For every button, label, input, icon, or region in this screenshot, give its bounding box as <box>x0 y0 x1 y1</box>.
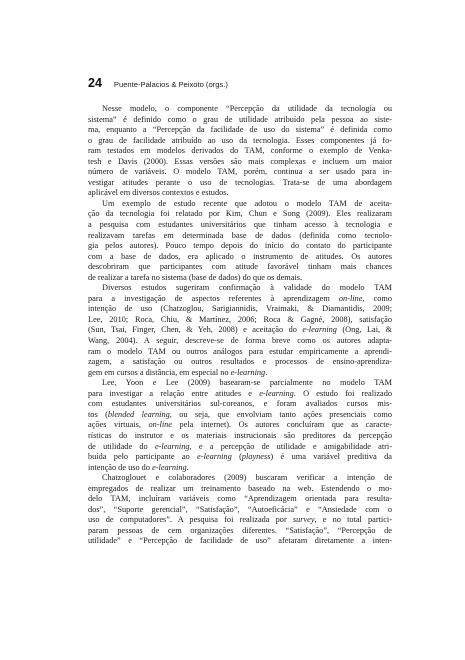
text-line: de realizar a tarefa no sistema (base de dados) do que os demais. <box>88 272 303 282</box>
text-line: o grau de facilidade atribuído ao uso da tecnologia. Esses componentes já fo- <box>88 135 392 145</box>
paragraph <box>88 473 392 547</box>
text-line: sistema” é definido como o grau de utilidade atribuído pela pessoa ao siste- <box>88 114 392 124</box>
text-line: zagem, a satisfação ou outros resultados e processos de ensino-aprendiza- <box>88 357 392 367</box>
text-line: tesh e Davis (2000). Essas versões são mais complexas e incluem um maior <box>88 156 392 166</box>
page-number: 24 <box>88 76 102 90</box>
text-line: gem em cursos a distância, em especial no e-learning. <box>88 367 268 377</box>
text-line: intenção de uso (Chatzoglou, Sarigiannidis, Vraimaki, & Diamantidis, 2009; <box>88 304 392 314</box>
paragraph <box>88 283 392 378</box>
text-line: Lee, Yoon e Lee (2009) basearam-se parcialmente no modelo TAM <box>102 378 392 388</box>
text-line: número de variáveis. O modelo TAM, porém, continua a ser usado para in- <box>88 167 392 177</box>
text-line: empregados de realizar um treinamento baseado na web. Estendendo o mo- <box>88 483 392 493</box>
text-line: Diversos estudos sugeriram confirmação à validade do modelo TAM <box>102 283 392 293</box>
text-line: aplicável em diversos contextos e estudos. <box>88 188 229 198</box>
text-line: ram testados em modelos derivados do TAM, conforme o exemplo de Venka- <box>88 146 392 156</box>
text-line: com estudantes universitários sul-coreanos, e foram avaliados cursos mis- <box>88 399 392 409</box>
text-line: Chatzoglouet e colaboradores (2009) buscaram verificar a intenção de <box>102 473 392 483</box>
text-line: a pesquisa com estudantes universitários que tinham acesso à tecnologia e <box>88 220 392 230</box>
text-line: intenção de uso do e-learning. <box>88 462 189 472</box>
text-line: realizavam tarefas em determinada base de dados (definida como tecnolo- <box>88 230 392 240</box>
running-head: Puente-Palacios & Peixoto (orgs.) <box>113 80 228 89</box>
text-line: Lee, 2010; Roca, Chiu, & Martínez, 2006; Roca & Gagné, 2008), satisfação <box>88 314 392 324</box>
text-line: de utilidade do e-learning, e a percepção de utilidade e amigabilidade atri- <box>88 441 392 451</box>
text-line: buída pelo participante ao e-learning (playness) é uma variável preditiva da <box>88 452 392 462</box>
paragraph <box>88 378 392 473</box>
paragraph <box>88 104 392 199</box>
text-line: Nesse modelo, o componente “Percepção da utilidade da tecnologia ou <box>102 104 392 113</box>
text-line: com a base de dados, era aplicado o instrumento de atitudes. Os autores <box>88 251 392 261</box>
body-text <box>88 104 392 547</box>
page-header <box>88 76 228 90</box>
text-line: descobriram que participantes com atitude favorável tinham mais chances <box>88 262 392 272</box>
text-line: uso de computadores”. A pesquisa foi realizada por survey, e no total partici- <box>88 515 392 525</box>
text-line: delo TAM, incluíram variáveis como “Aprendizagem orientada para resulta- <box>88 494 392 504</box>
text-line: (Sun, Tsai, Finger, Chen, & Yeh, 2008) e aceitação do e-learning (Ong, Lai, & <box>88 325 393 335</box>
text-line: tos (blended learning, ou seja, que envolviam tanto ações presenciais como <box>88 409 392 419</box>
paragraph <box>88 199 392 283</box>
text-line: ção da tecnologia foi relatado por Kim, Chun e Song (2009). Eles realizaram <box>88 209 392 219</box>
text-line: Wang, 2004). A seguir, descreve-se de forma breve como os autores adapta- <box>88 336 392 346</box>
text-line: ações virtuais, on-line pela internet). Os autores concluíram que as caracte- <box>88 420 392 430</box>
text-line: para a investigação de aspectos referentes à aprendizagem on-line, como <box>88 293 392 303</box>
text-line: rísticas do instrutor e os materiais instrucionais são preditores da percepção <box>88 430 392 440</box>
text-line: dos”, “Suporte gerencial”, “Satisfação”, “Autoeficácia” e “Ansiedade com o <box>88 504 392 514</box>
text-line: ram o modelo TAM ou outros análogos para estudar empiricamente a aprendi- <box>88 346 392 356</box>
text-line: Um exemplo de estudo recente que adotou o modelo TAM de aceita- <box>102 198 392 208</box>
text-line: para investigar a relação entre atitudes e e-learning. O estudo foi realizado <box>88 388 392 398</box>
text-line: param pessoas de cem organizações diferentes. “Satisfação”, “Percepção de <box>88 525 392 535</box>
text-line: ma, enquanto a “Percepção da facilidade de uso do sistema” é definida como <box>88 125 392 135</box>
text-line: utilidade” e “Percepção de facilidade de uso” afetaram diretamente a inten- <box>88 536 392 546</box>
text-line: vestigar atitudes perante o uso de tecnologias. Trata-se de uma abordagem <box>88 177 392 187</box>
text-line: gia pelos autores). Pouco tempo depois do início do contato do participante <box>88 241 392 251</box>
